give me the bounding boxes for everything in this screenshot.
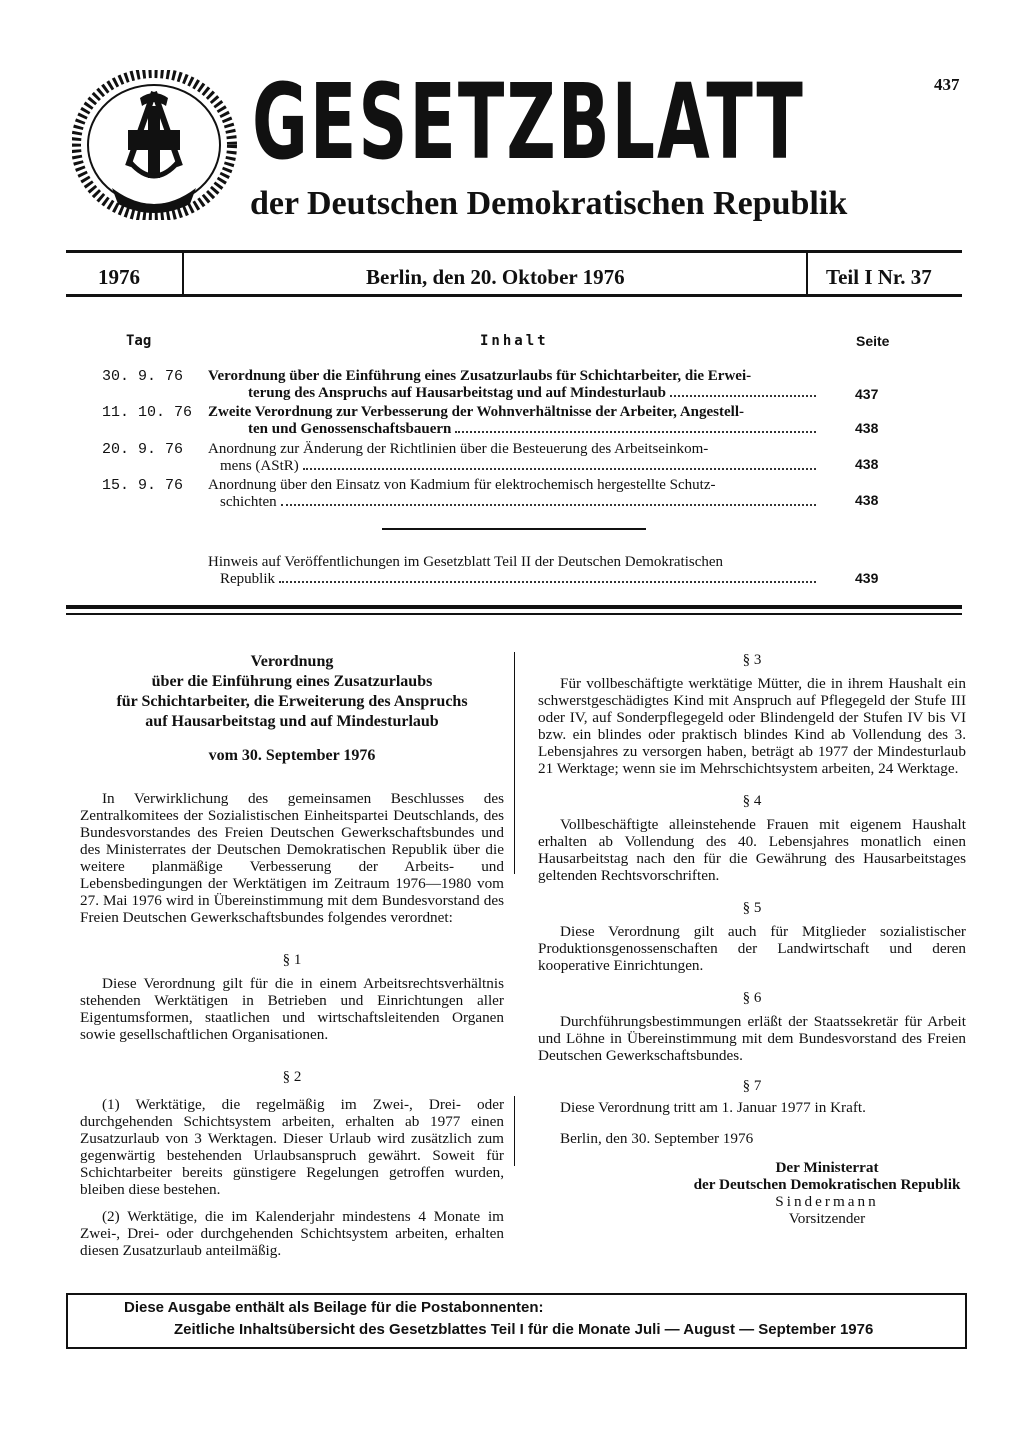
section-rule-thin	[66, 613, 962, 615]
toc-entry-line2: terung des Anspruchs auf Hausarbeitstag und auf Mindesturlaub	[248, 385, 667, 401]
toc-entry-date: 20. 9. 76	[102, 441, 184, 458]
section-text: Durchführungsbestimmungen erläßt der Staatssekretär für Arbeit und Löhne in Übereinstimmung mit dem Bundesvorstand des Freien Deutschen Gewerkschaftsbundes.	[538, 1013, 966, 1064]
infobar-divider-right	[806, 252, 808, 294]
toc-entry[interactable]	[208, 477, 820, 511]
masthead-subtitle: der Deutschen Demokratischen Republik	[250, 185, 848, 222]
toc-entry-line1: Anordnung über den Einsatz von Kadmium für elektrochemisch hergestellte Schutz-	[208, 477, 716, 493]
issue-place-date: Berlin, den 20. Oktober 1976	[366, 265, 625, 289]
signer-line: der Deutschen Demokratischen Republik	[693, 1176, 961, 1193]
signer-name: Sindermann	[775, 1193, 879, 1210]
section-heading: § 4	[742, 793, 762, 809]
toc-entry-line2: schichten	[220, 494, 277, 510]
toc-column-page: Seite	[856, 333, 890, 349]
section-heading: § 1	[282, 952, 302, 968]
article-title-line: für Schichtarbeiter, die Erweiterung des Anspruchs	[116, 693, 468, 710]
article-title-line: auf Hausarbeitstag und auf Mindesturlaub	[145, 713, 439, 730]
toc-entry[interactable]	[208, 441, 820, 475]
section-heading: § 3	[742, 652, 762, 668]
toc-column-content: Inhalt	[480, 333, 549, 349]
toc-entry-page: 438	[855, 492, 879, 508]
supplement-notice	[66, 1293, 967, 1349]
section-text: (2) Werktätige, die im Kalenderjahr mindestens 4 Monate im Zwei-, Drei- oder durchgehenden Schichtsystem arbeiten, erhalten diesen Zusatzurlaub anteilmäßig.	[80, 1208, 504, 1259]
article-left-column	[80, 652, 504, 1259]
article-right-column	[538, 652, 966, 1227]
notice-line: Diese Ausgabe enthält als Beilage für die Postabonnenten:	[124, 1299, 544, 1316]
toc-hint[interactable]	[208, 554, 820, 588]
toc-hint-page: 439	[855, 570, 879, 586]
article-title	[80, 652, 504, 732]
infobar-divider-left	[182, 252, 184, 294]
issue-part-number: Teil I Nr. 37	[826, 265, 932, 289]
section-heading: § 6	[742, 990, 762, 1006]
toc-entry[interactable]	[208, 404, 820, 438]
signer-line: Der Ministerrat	[775, 1159, 879, 1176]
toc-entry-line1: Verordnung über die Einführung eines Zusatzurlaubs für Schichtarbeiter, die Erwei-	[208, 368, 752, 384]
issue-year: 1976	[98, 265, 140, 289]
signer-body	[538, 1159, 966, 1193]
section-text: Für vollbeschäftigte werktätige Mütter, die in ihrem Haushalt ein schwerstgeschädigtes Kind mit Anspruch auf Pflegegeld der Stufe III oder IV, auf Sonderpflegegeld oder Blindengeld der Stufen IV bis VI bzw. ein blindes oder praktisch blindes Kind ab Vollendung des 3. Lebensjahres zu versorgen haben, beträgt ab 1977 der Mindesturlaub 21 Werktage; wenn sie im Mehrschichtsystem arbeiten, 24 Werktage.	[538, 675, 966, 777]
toc-entry[interactable]	[208, 368, 820, 402]
toc-entry-page: 437	[855, 386, 879, 402]
masthead-title: GESETZBLATT	[252, 61, 805, 183]
toc-separator	[382, 528, 646, 530]
toc-hint-line2: Republik	[220, 571, 275, 587]
toc-entry-page: 438	[855, 420, 879, 436]
section-heading: § 7	[742, 1078, 762, 1094]
gdr-state-emblem-icon	[72, 70, 237, 220]
toc-entry-line2: mens (AStR)	[220, 458, 299, 474]
article-date: vom 30. September 1976	[208, 747, 376, 764]
page-number: 437	[934, 75, 960, 94]
article-title-line: über die Einführung eines Zusatzurlaubs	[151, 673, 433, 690]
notice-line: Zeitliche Inhaltsübersicht des Gesetzblattes Teil I für die Monate Juli — August — September 1976	[174, 1321, 874, 1338]
section-text: Diese Verordnung tritt am 1. Januar 1977 in Kraft.	[560, 1099, 866, 1116]
toc-hint-line1: Hinweis auf Veröffentlichungen im Gesetzblatt Teil II der Deutschen Demokratischen	[208, 554, 724, 570]
section-heading: § 2	[282, 1069, 302, 1085]
section-heading: § 5	[742, 900, 762, 916]
signer-title: Vorsitzender	[788, 1210, 866, 1227]
toc-column-date: Tag	[126, 333, 152, 349]
article-title-line: Verordnung	[250, 653, 334, 670]
section-text: Diese Verordnung gilt auch für Mitglieder sozialistischer Produktionsgenossenschaften der Landwirtschaft und deren kooperative Einrichtungen.	[538, 923, 966, 974]
column-divider	[514, 1096, 515, 1166]
toc-entry-line1: Anordnung zur Änderung der Richtlinien über die Besteuerung des Arbeitseinkom-	[208, 441, 709, 457]
section-text: Diese Verordnung gilt für die in einem Arbeitsrechtsverhältnis stehenden Werktätigen in Betrieben und Einrichtungen aller Eigentumsformen, staatlichen und wirtschaftsleitenden Organen sowie gesellschaftlichen Organisationen.	[80, 975, 504, 1043]
toc-entry-date: 15. 9. 76	[102, 477, 184, 494]
section-text: (1) Werktätige, die regelmäßig im Zwei-, Drei- oder durchgehenden Schichtsystem arbeiten, erhalten ab 1977 einen Zusatzurlaub von 3 Werktagen. Dieser Urlaub wird zusätzlich zum gegenwärtig bestehenden Urlaubsanspruch gewährt. Soweit für Schichtarbeiter bereits günstigere Regelungen getroffen wurden, bleiben diese bestehen.	[80, 1096, 504, 1198]
section-text: Vollbeschäftigte alleinstehende Frauen mit eigenem Haushalt erhalten ab Vollendung des 40. Lebensjahres monatlich einen Hausarbeitstag nach den für die Gewährung des Hausarbeitstages geltenden Rechtsvorschriften.	[538, 816, 966, 884]
toc-entry-page: 438	[855, 456, 879, 472]
toc-entry-date: 11. 10. 76	[102, 404, 193, 421]
section-rule-thick	[66, 605, 962, 609]
article-preamble: In Verwirklichung des gemeinsamen Beschlusses des Zentralkomitees der Sozialistischen Einheitspartei Deutschlands, des Bundesvorstandes des Freien Deutschen Gewerkschaftsbundes und des Ministerrates der Deutschen Demokratischen Republik über die weitere planmäßige Verbesserung der Arbeits- und Lebensbedingungen der Werktätigen im Zeitraum 1976—1980 vom 27. Mai 1976 wird in Übereinstimmung mit dem Bundesvorstand des Freien Deutschen Gewerkschaftsbundes folgendes verordnet:	[80, 790, 504, 926]
infobar-top-rule	[66, 250, 962, 253]
toc-entry-line2: ten und Genossenschaftsbauern	[248, 421, 452, 437]
toc-entry-line1: Zweite Verordnung zur Verbesserung der Wohnverhältnisse der Arbeiter, Angestell-	[208, 404, 744, 420]
column-divider	[514, 652, 515, 874]
infobar-bottom-rule	[66, 294, 962, 297]
toc-entry-date: 30. 9. 76	[102, 368, 184, 385]
signing-place-date: Berlin, den 30. September 1976	[560, 1130, 754, 1147]
